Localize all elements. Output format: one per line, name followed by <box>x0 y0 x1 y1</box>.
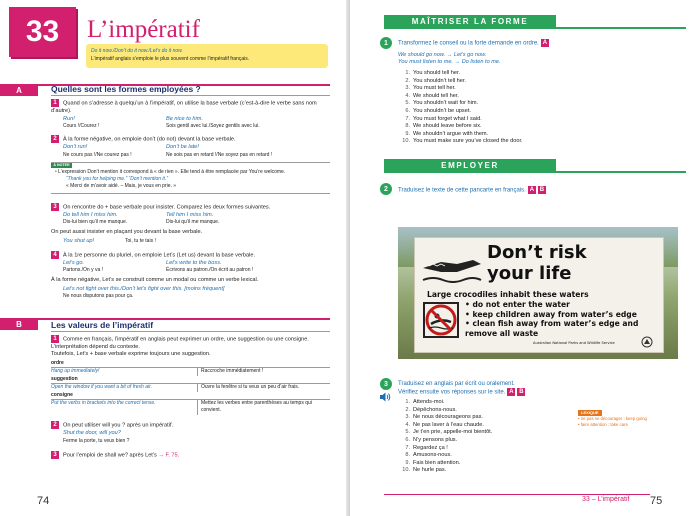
item-number: 10. <box>402 467 410 474</box>
parks-logo-icon <box>641 336 653 348</box>
a-paragraph-1 <box>51 99 331 115</box>
item-text: You shouldn’t be upset. <box>413 107 471 114</box>
section-ref-badge[interactable]: A <box>529 187 535 193</box>
ex3-instruction-1: Traduisez en anglais par écrit ou oralement. <box>398 381 515 387</box>
page-number-right: 75 <box>650 495 663 507</box>
item-number: 9. <box>405 130 410 137</box>
exercise-3-number: 3 <box>380 378 392 390</box>
exercise-1-list <box>398 70 523 146</box>
item-text: N’y pensons plus. <box>413 436 458 443</box>
values-table <box>51 360 330 415</box>
exercise-item <box>398 460 492 468</box>
section-a-letter: A <box>0 84 38 96</box>
a-p1-text: Quand on s’adresse à quelqu’un à l’impératif, on utilise la base verbale (c’est-à-dire le verbe sans nom d’autre). <box>51 100 317 114</box>
a-ex1-fr-a: Cours !/Courez ! <box>63 123 100 129</box>
item-text: Attends-moi. <box>413 399 445 405</box>
item-number: 3. <box>405 85 410 92</box>
section-b-rule <box>0 318 330 320</box>
item-text: We shouldn’t argue with them. <box>413 130 489 137</box>
exercise-2-number: 2 <box>380 183 392 195</box>
values-table-fr: Raccroche immédiatement ! <box>197 368 330 375</box>
sign-bullet-3: • clean fish away from water’s edge and remove all waste <box>465 319 639 338</box>
item-text: Amusons-nous. <box>413 452 452 459</box>
values-table-row <box>51 399 330 415</box>
a-ex4-fr-b: Écrivons au patron./On écrit au patron ! <box>166 267 254 273</box>
sign-bullet-1: • do not enter the water <box>465 300 570 309</box>
sign-line-2: your life <box>487 263 572 284</box>
sign-bullets <box>465 300 661 338</box>
a-ex1-fr-b: Sois gentil avec lui./Soyez gentils avec lui. <box>166 123 260 129</box>
item-number: 4. <box>405 421 410 428</box>
values-table-label: consigne <box>51 391 73 398</box>
section-ref-badge[interactable]: B <box>539 187 545 193</box>
exercise-item <box>398 108 523 116</box>
number-badge: 3 <box>51 203 59 211</box>
note-tag: À NOTER <box>51 163 72 168</box>
a-ex2-en-a: Don’t run! <box>63 144 88 150</box>
b-p1-text: Comme en français, l’impératif en anglais peut exprimer un ordre, une suggestion ou une consigne. L’interprétation dépend du contexte. <box>51 336 309 350</box>
item-number: 6. <box>405 107 410 114</box>
exercise-1-instruction <box>398 39 549 47</box>
b-p1b-text: Toutefois, Let’s + base verbale exprime toujours une suggestion. <box>51 351 211 357</box>
note-body: L’expression Don’t mention it correspond à « de rien ». Elle tend à être remplacée par You’re welcome. <box>58 169 286 175</box>
a-ex3-fr-a: Dis-lui bien qu’il me manque. <box>63 219 128 225</box>
exercise-item <box>398 100 523 108</box>
section-ref-badge[interactable]: B <box>519 389 524 395</box>
b-paragraph-3 <box>51 451 331 460</box>
item-number: 9. <box>405 459 410 466</box>
lexique-entry-2: • faire attention : take care <box>578 422 628 427</box>
a-ex4-en-a: Let’s go. <box>63 260 85 266</box>
sign-bullet-2: • keep children away from water’s edge <box>465 309 637 319</box>
exercise-item <box>398 138 523 146</box>
exercise-3-instruction <box>398 380 525 397</box>
sign-bullet-2-text: keep children away from water’s edge <box>472 309 637 319</box>
item-text: Regardez ça ! <box>413 444 448 451</box>
exercise-item <box>398 452 492 460</box>
right-page <box>350 0 700 516</box>
exercise-item <box>398 399 492 407</box>
values-table-fr: Ouvre la fenêtre si tu veux un peu d’air frais. <box>197 384 330 391</box>
item-number: 3. <box>405 414 410 421</box>
sign-bullet-3-text: clean fish away from water’s edge and remove all waste <box>465 319 639 338</box>
crocodile-sign-photo <box>398 227 678 359</box>
b-p2-text: On peut utiliser will you ? après un impératif. <box>63 422 174 429</box>
b-paragraph-2 <box>51 421 331 430</box>
ex3-instruction-2: Vérifiez ensuite vos réponses sur le site. <box>398 389 506 396</box>
values-table-en: Hang up immediately! <box>51 368 100 375</box>
band-2-rule <box>384 171 686 173</box>
item-number: 1. <box>405 399 410 405</box>
item-number: 4. <box>405 92 410 99</box>
a-ex2-en-b: Don’t be late! <box>166 144 199 150</box>
item-text: Ne nous décourageons pas. <box>413 414 483 421</box>
footer-chapter: 33 – L’impératif <box>582 496 630 503</box>
note-ex-fr: « Merci de m’avoir aidé. – Mais, je vous en prie. » <box>66 183 177 189</box>
number-badge: 4 <box>51 251 59 259</box>
exercise-item <box>398 70 523 78</box>
exercise-item <box>398 429 492 437</box>
unit-title: L’impératif <box>87 16 200 43</box>
a-p4b-text: À la forme négative, Let’s se construit comme un modal ou comme un verbe lexical. <box>51 277 259 283</box>
values-table-label: suggestion <box>51 375 78 382</box>
exercise-2-instruction <box>398 186 546 194</box>
item-text: You shouldn’t wait for him. <box>413 100 479 107</box>
a-p3-text: On rencontre do + base verbale pour insister. Comparez les deux formes suivantes. <box>63 204 271 211</box>
a-p4-text: À la 1re personne du pluriel, on emploie Let’s (Let us) devant la base verbale. <box>63 252 256 259</box>
page-number-left: 74 <box>37 495 50 507</box>
exercise-item <box>398 422 492 430</box>
intro-text: L’impératif anglais s’emploie le plus souvent comme l’impératif français. <box>91 56 250 62</box>
a-paragraph-3 <box>51 203 331 212</box>
exercise-item <box>398 78 523 86</box>
section-ref-badge[interactable]: A <box>542 40 548 46</box>
item-text: Je t’en prie, appelle-moi bientôt. <box>413 429 493 436</box>
exercise-3-list <box>398 399 492 475</box>
lexique-box <box>578 410 683 428</box>
item-text: You shouldn’t tell her. <box>413 77 466 84</box>
a-ex1-en-b: Be nice to him. <box>166 116 203 122</box>
a-paragraph-2 <box>51 135 331 144</box>
section-b-heading: Les valeurs de l’impératif <box>51 320 154 330</box>
item-text: Dépêchons-nous. <box>413 406 457 413</box>
b-ex2-en: Shut the door, will you? <box>63 430 121 436</box>
intro-box <box>86 44 328 68</box>
item-number: 7. <box>405 115 410 122</box>
a-ex2-fr-a: Ne cours pas !/Ne courez pas ! <box>63 152 132 158</box>
values-table-row <box>51 367 330 375</box>
a-ex2-fr-b: Ne sois pas en retard !/Ne soyez pas en retard ! <box>166 152 273 158</box>
item-number: 7. <box>405 444 410 451</box>
a-ex1-en-a: Run! <box>63 116 75 122</box>
item-text: You must tell her. <box>413 85 456 92</box>
audio-speaker-icon[interactable] <box>379 392 391 402</box>
number-badge: 1 <box>51 99 59 107</box>
a-ex3b-en: You shut up! <box>63 238 95 244</box>
item-number: 10. <box>402 138 410 145</box>
item-number: 8. <box>405 452 410 459</box>
a-ex4-en-b: Let’s write to the boss. <box>166 260 222 266</box>
a-p3b-text: On peut aussi insister en plaçant you devant la base verbale. <box>51 229 203 235</box>
note-bullet: • <box>55 169 57 175</box>
sign-line-3: Large crocodiles inhabit these waters <box>427 290 589 299</box>
number-badge: 3 <box>51 451 59 459</box>
section-ref-badge[interactable]: A <box>509 389 514 395</box>
exercise-item <box>398 407 492 415</box>
exercise-item <box>398 445 492 453</box>
footer-rule <box>384 494 650 495</box>
item-number: 6. <box>405 436 410 443</box>
sign-credit: Australian National Parks and Wildlife Service <box>533 341 615 345</box>
ex3-instruction-2-row <box>398 388 525 397</box>
exercise-1-number: 1 <box>380 37 392 49</box>
exercise-item <box>398 414 492 422</box>
exercise-item <box>398 123 523 131</box>
ex1-instruction-text: Transformez le conseil ou la forte demande en ordre. <box>398 40 539 47</box>
values-table-label: ordre <box>51 360 64 366</box>
item-text: You must forget what I said. <box>413 115 482 122</box>
item-text: We should leave before six. <box>413 123 482 130</box>
item-number: 5. <box>405 100 410 107</box>
section-b-letter: B <box>0 318 38 330</box>
no-swimming-icon <box>423 302 459 338</box>
b-paragraph-1 <box>51 335 331 351</box>
note-ex-en: “Thank you for helping me.” “Don’t mention it.” <box>66 176 168 182</box>
item-text: You must make sure you’ve closed the door. <box>413 138 523 145</box>
exercise-item <box>398 85 523 93</box>
values-table-fr: Mettez les verbes entre parenthèses au temps qui convient. <box>197 400 330 415</box>
band-employer: EMPLOYER <box>384 159 556 172</box>
b-ex2-fr: Ferme la porte, tu veux bien ? <box>63 438 130 444</box>
a-ex3-fr-b: Dis-lui qu’il me manque. <box>166 219 220 225</box>
ex2-instruction-text: Traduisez le texte de cette pancarte en français. <box>398 187 526 194</box>
cross-reference-link[interactable]: → F. 75. <box>158 452 180 459</box>
exercise-item <box>398 131 523 139</box>
item-text: We should tell her. <box>413 92 459 99</box>
section-a-heading: Quelles sont les formes employées ? <box>51 84 201 94</box>
a-ex3-en-b: Tell him I miss him. <box>166 212 214 218</box>
item-text: Ne hurle pas. <box>413 467 447 474</box>
lexique-tag: LEXIQUE <box>578 410 602 416</box>
a-ex4b-en: Let’s not fight over this./Don’t let’s fight over this. [moins fréquent] <box>63 286 225 292</box>
lexique-entry-1: • ne pas se décourager : keep going <box>578 416 647 421</box>
sign-bullet-1-text: do not enter the water <box>472 300 570 309</box>
item-number: 2. <box>405 406 410 413</box>
band-maitriser-la-forme: MAÎTRISER LA FORME <box>384 15 556 28</box>
a-ex4b-fr: Ne nous disputons pas pour ça. <box>63 293 134 299</box>
note-top-rule <box>51 162 330 163</box>
item-text: Ne pas laver à l’eau chaude. <box>413 421 484 428</box>
item-number: 8. <box>405 123 410 130</box>
item-number: 2. <box>405 77 410 84</box>
a-p2-text: À la forme négative, on emploie don’t (do not) devant la base verbale. <box>63 136 236 143</box>
exercise-item <box>398 467 492 475</box>
intro-examples: Do it now./Don’t do it now./Let’s do it now. <box>91 48 183 54</box>
exercise-item <box>398 116 523 124</box>
unit-number-badge: 33 <box>9 7 76 57</box>
section-a-underline <box>51 95 330 96</box>
number-badge: 2 <box>51 421 59 429</box>
ex1-example-2: You must listen to me. → Do listen to me. <box>398 59 501 65</box>
number-badge: 1 <box>51 335 59 343</box>
a-paragraph-4 <box>51 251 331 260</box>
exercise-item <box>398 437 492 445</box>
band-1-rule <box>384 27 686 29</box>
b-p3-text: Pour l’emploi de shall we? après Let’s <box>63 452 157 459</box>
warning-sign <box>414 237 664 353</box>
number-badge: 2 <box>51 135 59 143</box>
a-ex3-en-a: Do tell him I miss him. <box>63 212 118 218</box>
sign-line-1: Don’t risk <box>487 242 587 263</box>
a-ex4-fr-a: Partons./On y va ! <box>63 267 104 273</box>
item-text: You should tell her. <box>413 70 461 76</box>
item-number: 1. <box>405 70 410 76</box>
crocodile-warning-icon <box>421 244 483 294</box>
note-bottom-rule <box>51 193 330 194</box>
ex1-example-1: We should go now. → Let’s go now. <box>398 52 487 58</box>
values-table-row <box>51 383 330 391</box>
values-table-en: Open the window if you want a bit of fresh air. <box>51 384 152 391</box>
values-table-en: Put the verbs in brackets into the correct tense. <box>51 400 156 407</box>
a-ex3b-fr: Toi, tu te tais ! <box>125 238 156 244</box>
section-b-underline <box>51 331 330 332</box>
exercise-item <box>398 93 523 101</box>
item-number: 5. <box>405 429 410 436</box>
item-text: Fais bien attention. <box>413 459 461 466</box>
